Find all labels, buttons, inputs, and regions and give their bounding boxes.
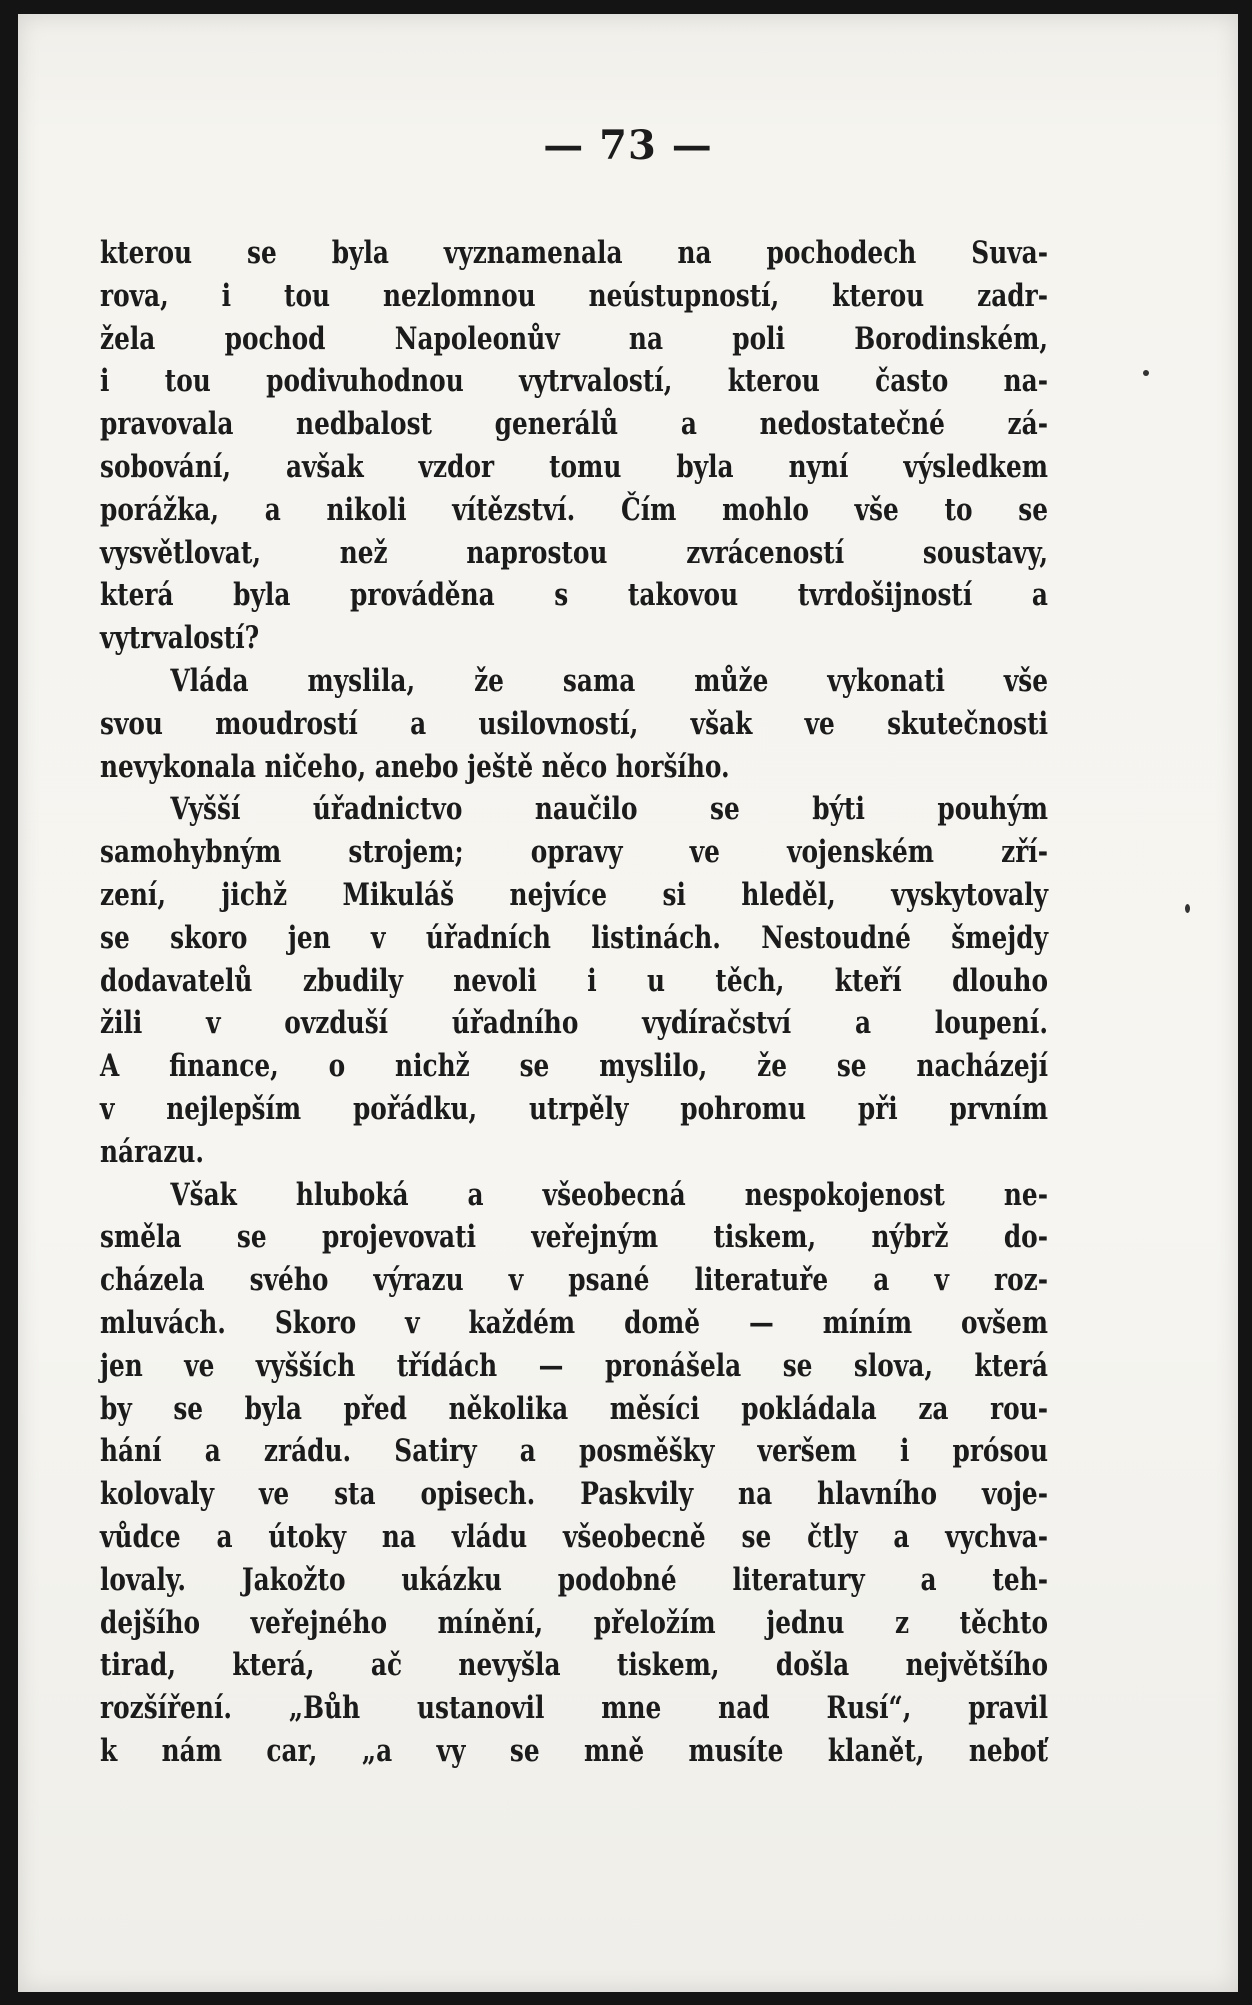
text-line: nevykonala ničeho, anebo ještě něco horšího. — [100, 748, 730, 785]
text-line: porážka, a nikoli vítězství. Čím mohlo vše to se — [100, 491, 1048, 528]
print-speck — [1185, 904, 1190, 913]
text-line: pravovala nedbalost generálů a nedostatečné zá- — [100, 406, 1048, 443]
text-line: žili v ovzduší úřadního vydíračství a loupení. — [100, 1005, 1048, 1042]
text-line: vytrvalostí? — [100, 620, 260, 657]
text-line: rozšíření. „Bůh ustanovil mne nad Rusí“, pravil — [100, 1690, 1048, 1727]
text-line: Však hluboká a všeobecná nespokojenost ne- — [170, 1176, 1048, 1213]
text-line: žela pochod Napoleonův na poli Borodinském, — [100, 320, 1048, 357]
text-line: vůdce a útoky na vládu všeobecně se čtly a vychva- — [100, 1518, 1048, 1555]
text-line: rova, i tou nezlomnou neústupností, kterou zadr- — [100, 277, 1048, 314]
text-line: tirad, která, ač nevyšla tiskem, došla největšího — [100, 1647, 1048, 1684]
page-number: — 73 — — [543, 122, 713, 169]
text-line: nárazu. — [100, 1133, 204, 1170]
text-line: která byla prováděna s takovou tvrdošijností a — [100, 577, 1048, 614]
print-speck — [1143, 370, 1149, 376]
text-line: lovaly. Jakožto ukázku podobné literatury a teh- — [100, 1561, 1048, 1598]
text-line: kolovaly ve sta opisech. Paskvily na hlavního voje- — [100, 1476, 1048, 1513]
text-line: v nejlepším pořádku, utrpěly pohromu při prvním — [100, 1090, 1048, 1127]
text-line: se skoro jen v úřadních listinách. Nestoudné šmejdy — [100, 919, 1048, 956]
text-line: cházela svého výrazu v psané literatuře a v roz- — [100, 1262, 1048, 1299]
text-line: Vyšší úřadnictvo naučilo se býti pouhým — [170, 791, 1048, 828]
text-line: zení, jichž Mikuláš nejvíce si hleděl, vyskytovaly — [100, 876, 1048, 913]
text-line: dejšího veřejného mínění, přeložím jednu z těchto — [100, 1604, 1048, 1641]
book-page — [18, 14, 1238, 1992]
text-line: směla se projevovati veřejným tiskem, nýbrž do- — [100, 1219, 1048, 1256]
text-line: by se byla před několika měsíci pokládala za rou- — [100, 1390, 1048, 1427]
text-line: sobování, avšak vzdor tomu byla nyní výsledkem — [100, 448, 1048, 485]
text-line: dodavatelů zbudily nevoli i u těch, kteří dlouho — [100, 962, 1048, 999]
text-line: jen ve vyšších třídách — pronášela se slova, která — [100, 1347, 1048, 1384]
text-line: vysvětlovat, než naprostou zvráceností soustavy, — [100, 534, 1048, 571]
text-line: A finance, o nichž se myslilo, že se nacházejí — [100, 1048, 1048, 1085]
body-text — [100, 232, 1048, 1773]
text-line: kterou se byla vyznamenala na pochodech Suva- — [100, 235, 1048, 271]
text-line: svou moudrostí a usilovností, však ve skutečnosti — [100, 705, 1048, 742]
text-line: i tou podivuhodnou vytrvalostí, kterou často na- — [100, 363, 1048, 400]
text-line: Vláda myslila, že sama může vykonati vše — [170, 662, 1048, 699]
text-line: mluvách. Skoro v každém domě — míním ovšem — [100, 1304, 1048, 1341]
text-line: hání a zrádu. Satiry a posměšky veršem i prósou — [100, 1433, 1048, 1470]
text-line: samohybným strojem; opravy ve vojenském zří- — [100, 834, 1048, 871]
text-line: k nám car, „a vy se mně musíte klanět, neboť — [100, 1732, 1048, 1769]
